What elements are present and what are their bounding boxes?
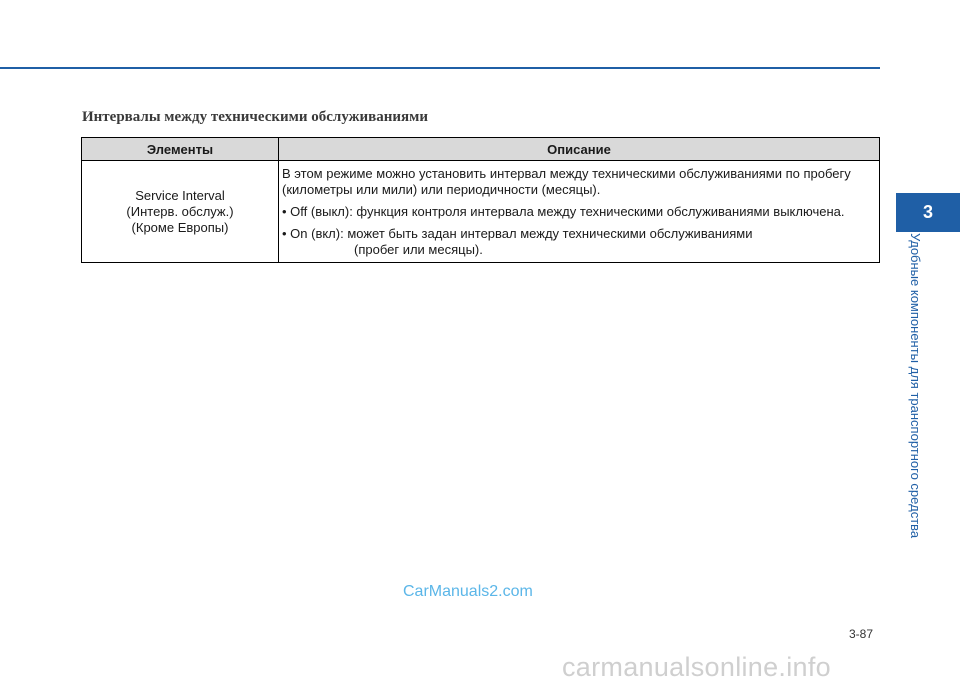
chapter-title: Удобные компоненты для транспортного средства: [908, 233, 923, 539]
top-rule: [0, 67, 880, 69]
description-intro-line1: В этом режиме можно установить интервал между техническими обслуживаниями по пробегу: [282, 166, 851, 181]
description-on: [282, 226, 879, 258]
description-cell: [279, 161, 880, 263]
header-items: Элементы: [82, 138, 279, 161]
description-off: • Off (выкл): функция контроля интервала между техническими обслуживаниями выключена.: [282, 204, 845, 219]
item-name: Service Interval: [135, 187, 225, 203]
chapter-tab: 3: [896, 193, 960, 232]
header-description: Описание: [279, 138, 880, 161]
watermark: CarManuals2.com: [403, 583, 533, 600]
table-header-row: [82, 138, 880, 161]
item-region-note: (Кроме Европы): [131, 219, 229, 235]
description-intro-line2: (километры или мили) или периодичности (месяцы).: [282, 182, 601, 197]
item-short-name: (Интерв. обслуж.): [126, 203, 234, 219]
description-on-line1: • On (вкл): может быть задан интервал между техническими обслуживаниями: [282, 226, 753, 241]
footer-site-watermark: carmanualsonline.info: [562, 652, 831, 682]
service-interval-table: [81, 137, 880, 263]
description-on-line2: (пробег или месяцы).: [354, 242, 483, 257]
item-cell: [82, 161, 279, 263]
page-number: 3-87: [849, 627, 874, 641]
description-intro: [282, 166, 879, 198]
section-title: Интервалы между техническими обслуживаниями: [82, 109, 428, 125]
table-row: [82, 161, 880, 263]
